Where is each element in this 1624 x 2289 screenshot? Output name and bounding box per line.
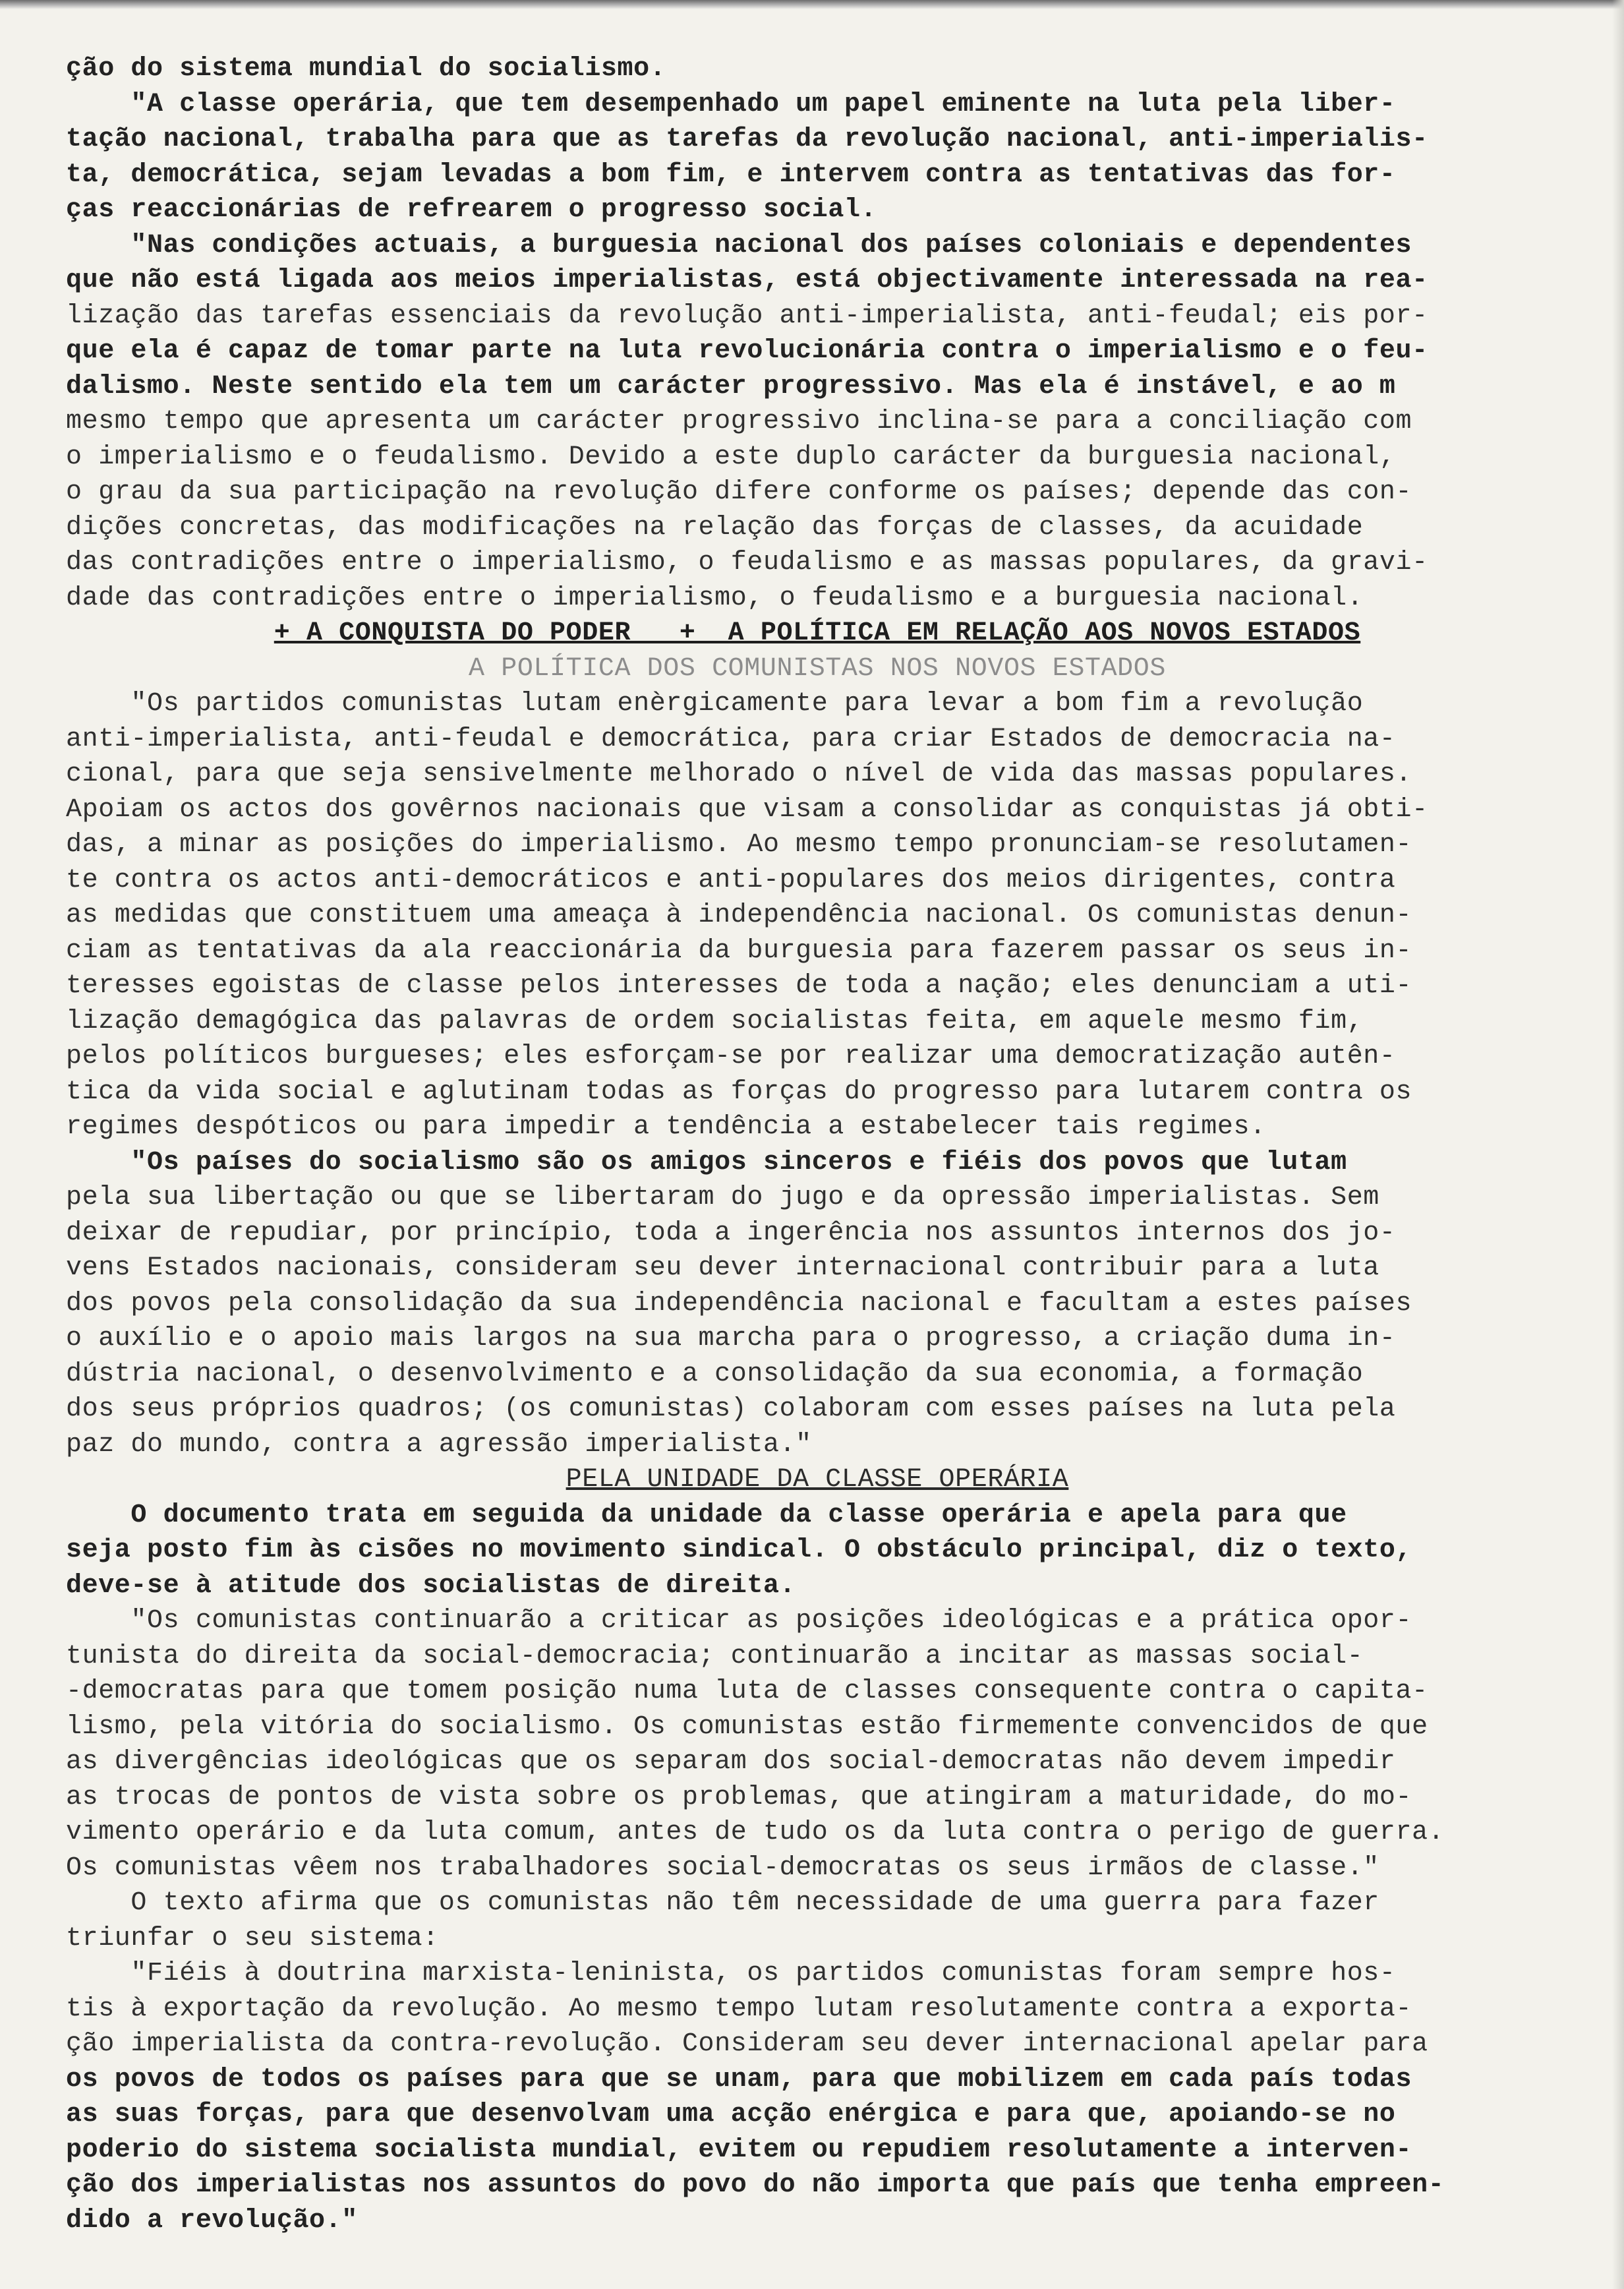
text-line: o grau da sua participação na revolução difere conforme os países; depende das con- — [66, 477, 1412, 507]
text-line: ção dos imperialistas nos assuntos do povo do não importa que país que tenha empreen- — [66, 2170, 1445, 2200]
text-line: tunista do direita da social-democracia; continuarão a incitar as massas social- — [66, 1641, 1364, 1671]
text-line: "Fiéis à doutrina marxista-leninista, os partidos comunistas foram sempre hos- — [66, 1959, 1396, 1988]
text-line: as medidas que constituem uma ameaça à independência nacional. Os comunistas denun- — [66, 901, 1412, 930]
text-line: O documento trata em seguida da unidade da classe operária e apela para que — [66, 1500, 1347, 1530]
text-line: que não está ligada aos meios imperialistas, está objectivamente interessada na rea- — [66, 266, 1428, 295]
text-line: dições concretas, das modificações na relação das forças de classes, da acuidade — [66, 512, 1364, 543]
text-line: O texto afirma que os comunistas não têm necessidade de uma guerra para fazer — [66, 1888, 1379, 1918]
text-line: deixar de repudiar, por princípio, toda a ingerência nos assuntos internos dos jo- — [66, 1218, 1396, 1248]
text-line: triunfar o seu sistema: — [66, 1923, 439, 1953]
text-line: lismo, pela vitória do socialismo. Os comunistas estão firmemente convencidos de que — [66, 1711, 1428, 1742]
scan-top-edge — [0, 0, 1624, 9]
scan-right-shadow — [1612, 0, 1624, 2289]
text-line: cional, para que seja sensivelmente melhorado o nível de vida das massas populares. — [66, 759, 1412, 789]
text-line: te contra os actos anti-democráticos e anti-populares dos meios dirigentes, contra — [66, 865, 1396, 895]
text-line: o auxílio e o apoio mais largos na sua marcha para o progresso, a criação duma in- — [66, 1324, 1396, 1353]
text-line: "A classe operária, que tem desempenhado um papel eminente na luta pela liber- — [66, 89, 1396, 119]
text-line: -democratas para que tomem posição numa luta de classes consequente contra o capita- — [66, 1677, 1428, 1706]
text-line: deve-se à atitude dos socialistas de direita. — [66, 1570, 796, 1601]
text-line: dalismo. Neste sentido ela tem um carácter progressivo. Mas ela é instável, e ao m — [66, 371, 1396, 401]
text-line: dústria nacional, o desenvolvimento e a consolidação da sua economia, a formação — [66, 1359, 1364, 1389]
section-heading-ghost: A POLÍTICA DOS COMUNISTAS NOS NOVOS ESTADOS — [469, 653, 1166, 684]
text-line: dos povos pela consolidação da sua independência nacional e facultam a estes países — [66, 1288, 1412, 1319]
text-line: "Nas condições actuais, a burguesia nacional dos países coloniais e dependentes — [66, 230, 1412, 260]
text-line: seja posto fim às cisões no movimento sindical. O obstáculo principal, diz o texto, — [66, 1535, 1412, 1565]
text-line: poderio do sistema socialista mundial, evitem ou repudiem resolutamente a interven- — [66, 2135, 1412, 2165]
text-line: anti-imperialista, anti-feudal e democrática, para criar Estados de democracia na- — [66, 724, 1396, 754]
text-line: lização das tarefas essenciais da revolução anti-imperialista, anti-feudal; eis por- — [66, 301, 1428, 331]
text-line: regimes despóticos ou para impedir a tendência a estabelecer tais regimes. — [66, 1112, 1266, 1142]
text-line: ças reaccionárias de refrearem o progresso social. — [66, 195, 877, 225]
text-line: "Os comunistas continuarão a criticar as posições ideológicas e a prática opor- — [66, 1606, 1412, 1636]
text-line: o imperialismo e o feudalismo. Devido a este duplo carácter da burguesia nacional, — [66, 442, 1396, 472]
text-line: pelos políticos burgueses; eles esforçam-se por realizar uma democratização autên- — [66, 1042, 1396, 1071]
text-line: vens Estados nacionais, consideram seu dever internacional contribuir para a luta — [66, 1253, 1379, 1283]
text-line: teresses egoistas de classe pelos interesses de toda a nação; eles denunciam a uti- — [66, 971, 1412, 1001]
text-line: tica da vida social e aglutinam todas as forças do progresso para lutarem contra os — [66, 1077, 1412, 1107]
text-line: as divergências ideológicas que os separam dos social-democratas não devem impedir — [66, 1747, 1396, 1777]
text-line: tis à exportação da revolução. Ao mesmo tempo lutam resolutamente contra a exporta- — [66, 1994, 1412, 2024]
text-line: mesmo tempo que apresenta um carácter progressivo inclina-se para a conciliação com — [66, 407, 1412, 436]
text-line: ta, democrática, sejam levadas a bom fim, e intervem contra as tentativas das for- — [66, 160, 1396, 190]
text-line: dos seus próprios quadros; (os comunistas) colaboram com esses países na luta pela — [66, 1394, 1396, 1424]
text-line: ção do sistema mundial do socialismo. — [66, 54, 666, 84]
document-body — [66, 51, 1569, 2238]
text-line: das, a minar as posições do imperialismo. Ao mesmo tempo pronunciam-se resolutamen- — [66, 830, 1412, 860]
text-line: paz do mundo, contra a agressão imperialista." — [66, 1429, 812, 1460]
text-line: ção imperialista da contra-revolução. Consideram seu dever internacional apelar para — [66, 2029, 1428, 2059]
text-line: das contradições entre o imperialismo, o feudalismo e as massas populares, da gravi- — [66, 548, 1428, 578]
text-line: pela sua libertação ou que se libertaram do jugo e da opressão imperialistas. Sem — [66, 1183, 1379, 1212]
text-line: "Os partidos comunistas lutam enèrgicamente para levar a bom fim a revolução — [66, 689, 1364, 719]
text-line: tação nacional, trabalha para que as tarefas da revolução nacional, anti-imperialis- — [66, 125, 1428, 154]
text-line: ciam as tentativas da ala reaccionária da burguesia para fazerem passar os seus in- — [66, 936, 1412, 966]
text-line: vimento operário e da luta comum, antes de tudo os da luta contra o perigo de guerra. — [66, 1818, 1445, 1847]
text-line: que ela é capaz de tomar parte na luta revolucionária contra o imperialismo e o feu- — [66, 336, 1428, 366]
text-line: as suas forças, para que desenvolvam uma acção enérgica e para que, apoiando-se no — [66, 2100, 1396, 2129]
section-heading: PELA UNIDADE DA CLASSE OPERÁRIA — [566, 1465, 1069, 1495]
text-line: Apoiam os actos dos govêrnos nacionais que visam a consolidar as conquistas já obti- — [66, 794, 1428, 825]
section-heading: + A CONQUISTA DO PODER + A POLÍTICA EM RELAÇÃO AOS NOVOS ESTADOS — [274, 618, 1361, 648]
text-line: as trocas de pontos de vista sobre os problemas, que atingiram a maturidade, do mo- — [66, 1782, 1412, 1812]
text-line: dade das contradições entre o imperialismo, o feudalismo e a burguesia nacional. — [66, 583, 1364, 613]
text-line: dido a revolução." — [66, 2205, 358, 2236]
text-line: "Os países do socialismo são os amigos sinceros e fiéis dos povos que lutam — [66, 1147, 1347, 1177]
text-line: lização demagógica das palavras de ordem socialistas feita, em aquele mesmo fim, — [66, 1006, 1364, 1036]
text-line: os povos de todos os países para que se unam, para que mobilizem em cada país todas — [66, 2064, 1412, 2095]
text-line: Os comunistas vêem nos trabalhadores social-democratas os seus irmãos de classe." — [66, 1853, 1379, 1883]
